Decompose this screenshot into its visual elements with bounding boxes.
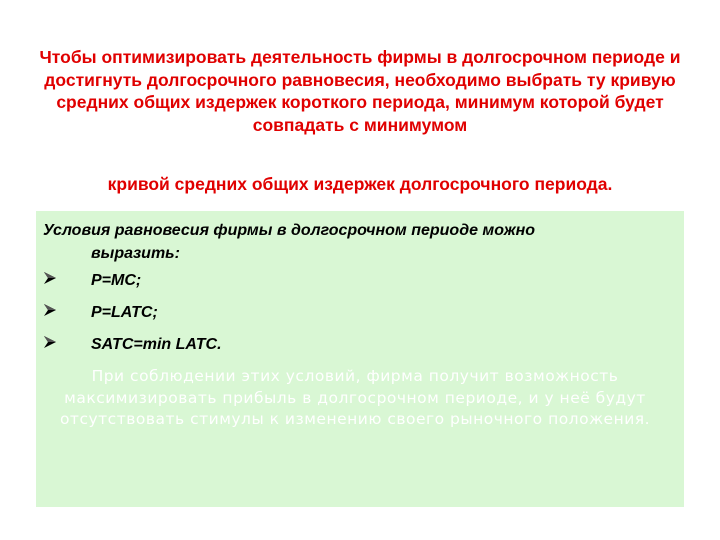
conclusion-note: При соблюдении этих условий, фирма получит возможность максимизировать прибыль в долгосрочном периоде, и у неё будут отсутствовать стимулы к изменению своего рыночного положения.: [59, 367, 651, 428]
condition-text: P=MC;: [91, 272, 142, 289]
arrow-bullet-icon: [43, 271, 63, 291]
condition-text: SATC=min LATC.: [91, 336, 222, 353]
slide-subtitle: кривой средних общих издержек долгосрочного периода.: [107, 174, 613, 194]
conditions-intro-line1: Условия равновесия фирмы в долгосрочном периоде можно: [43, 222, 536, 239]
conditions-intro-line2: выразить:: [91, 245, 180, 262]
condition-text: P=LATC;: [91, 304, 158, 321]
condition-item: [43, 303, 158, 323]
conditions-panel: [36, 211, 684, 507]
arrow-bullet-icon: [43, 335, 63, 355]
condition-item: [43, 271, 141, 291]
slide-title: Чтобы оптимизировать деятельность фирмы в долгосрочном периоде и достигнуть долгосрочного равновесия, необходимо выбрать ту кривую средних общих издержек короткого периода, минимум которой будет совпадать с минимумом: [39, 47, 681, 135]
condition-item: [43, 335, 222, 355]
conditions-intro: [43, 219, 673, 265]
arrow-bullet-icon: [43, 303, 63, 323]
